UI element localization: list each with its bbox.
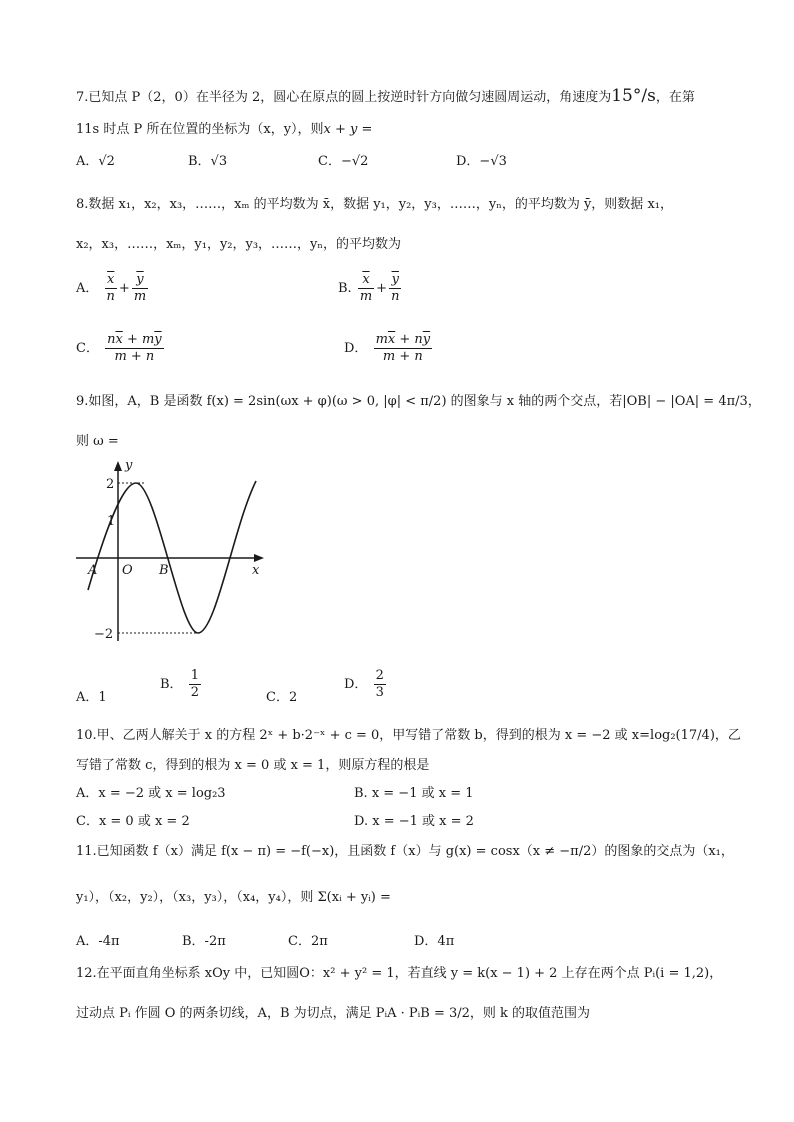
q10-option-b: B. x = −1 或 x = 1: [354, 786, 474, 801]
q10-line1: 10.甲、乙两人解关于 x 的方程 2ˣ + b·2⁻ˣ + c = 0，甲写错了常数 b，得到的根为 x = −2 或 x=log₂(17/4)，乙: [76, 728, 741, 743]
q9-line1: 9.如图，A，B 是函数 f(x) = 2sin(ωx + φ)(ω > 0, |φ| < π/2) 的图象与 x 轴的两个交点，若|OB| − |OA| = 4π/3，: [76, 394, 761, 409]
q10-line2: 写错了常数 c，得到的根为 x = 0 或 x = 1，则原方程的根是: [76, 758, 430, 773]
q8-option-d: D． $\frac{m\overline{x} + n\overline{y}}{m + n}$: [344, 332, 431, 364]
q9-line2: 则 ω =: [76, 434, 119, 449]
q7-line2: 11s 时点 P 所在位置的坐标为（x，y），则x + y =: [76, 122, 373, 137]
point-o-label: O: [122, 563, 133, 578]
q12-line2: 过动点 Pᵢ 作圆 O 的两条切线，A，B 为切点，满足 PᵢA · PᵢB = 3/2，则 k 的取值范围为: [76, 1006, 591, 1021]
point-a-label: A: [88, 563, 98, 578]
tick-2: 2: [106, 477, 115, 492]
q11-line2: y₁），（x₂，y₂），（x₃，y₃），（x₄，y₄），则 Σ(xᵢ + yᵢ) =: [76, 890, 391, 905]
q11-option-d: D．4π: [414, 934, 455, 949]
q9-sine-graph: [70, 455, 280, 645]
q8-line2: x₂，x₃，……，xₘ，y₁，y₂，y₃，……，yₙ，的平均数为: [76, 237, 402, 252]
q10-option-c: C．x = 0 或 x = 2: [76, 814, 190, 829]
q11-option-b: B．-2π: [182, 934, 226, 949]
sine-curve: [88, 481, 256, 633]
q7-option-c: C．−√2: [318, 154, 369, 169]
y-axis-label: y: [125, 458, 133, 473]
q7-option-a: A．√2: [76, 154, 115, 169]
q8-option-b: B. $\frac{\overline{x}}{m}$ + $\frac{\overline{y}}{n}$: [338, 272, 400, 304]
y-axis-arrow-icon: [114, 461, 122, 471]
q8-option-a: A． $\frac{\overline{x}}{n}$ + $\frac{\overline{y}}{m}$: [76, 272, 147, 304]
q7-option-d: D．−√3: [456, 154, 507, 169]
q7-option-b: B．√3: [188, 154, 228, 169]
q12-line1: 12.在平面直角坐标系 xOy 中，已知圆O：x² + y² = 1，若直线 y = k(x − 1) + 2 上存在两个点 Pᵢ(i = 1,2)，: [76, 966, 723, 981]
q10-option-a: A．x = −2 或 x = log₂3: [76, 786, 226, 801]
q9-option-a: A．1: [76, 690, 107, 705]
x-axis-label: x: [252, 563, 260, 578]
q10-option-d: D. x = −1 或 x = 2: [354, 814, 474, 829]
x-axis-arrow-icon: [254, 554, 264, 562]
q9-option-c: C．2: [266, 690, 298, 705]
q7-line1: 7.已知点 P（2，0）在半径为 2，圆心在原点的圆上按逆时针方向做匀速圆周运动，角速度为15°/s，在第: [76, 86, 695, 106]
q11-option-a: A．-4π: [76, 934, 120, 949]
tick-1: 1: [107, 514, 116, 529]
q11-line1: 11.已知函数 f（x）满足 f(x − π) = −f(−x)，且函数 f（x）与 g(x) = cosx（x ≠ −π/2）的图象的交点为（x₁，: [76, 844, 734, 859]
q8-line1: 8.数据 x₁，x₂，x₃，……，xₘ 的平均数为 x̄，数据 y₁，y₂，y₃，……，yₙ，的平均数为 ȳ，则数据 x₁，: [76, 197, 673, 212]
q9-option-d: D． $\frac{2}{3}$: [344, 668, 384, 700]
q8-option-c: C． $\frac{n\overline{x} + m\overline{y}}{m + n}$: [76, 332, 162, 364]
q11-option-c: C．2π: [288, 934, 328, 949]
point-b-label: B: [159, 563, 169, 578]
q9-option-b: B． $\frac{1}{2}$: [160, 668, 199, 700]
tick-neg2: −2: [94, 627, 114, 642]
